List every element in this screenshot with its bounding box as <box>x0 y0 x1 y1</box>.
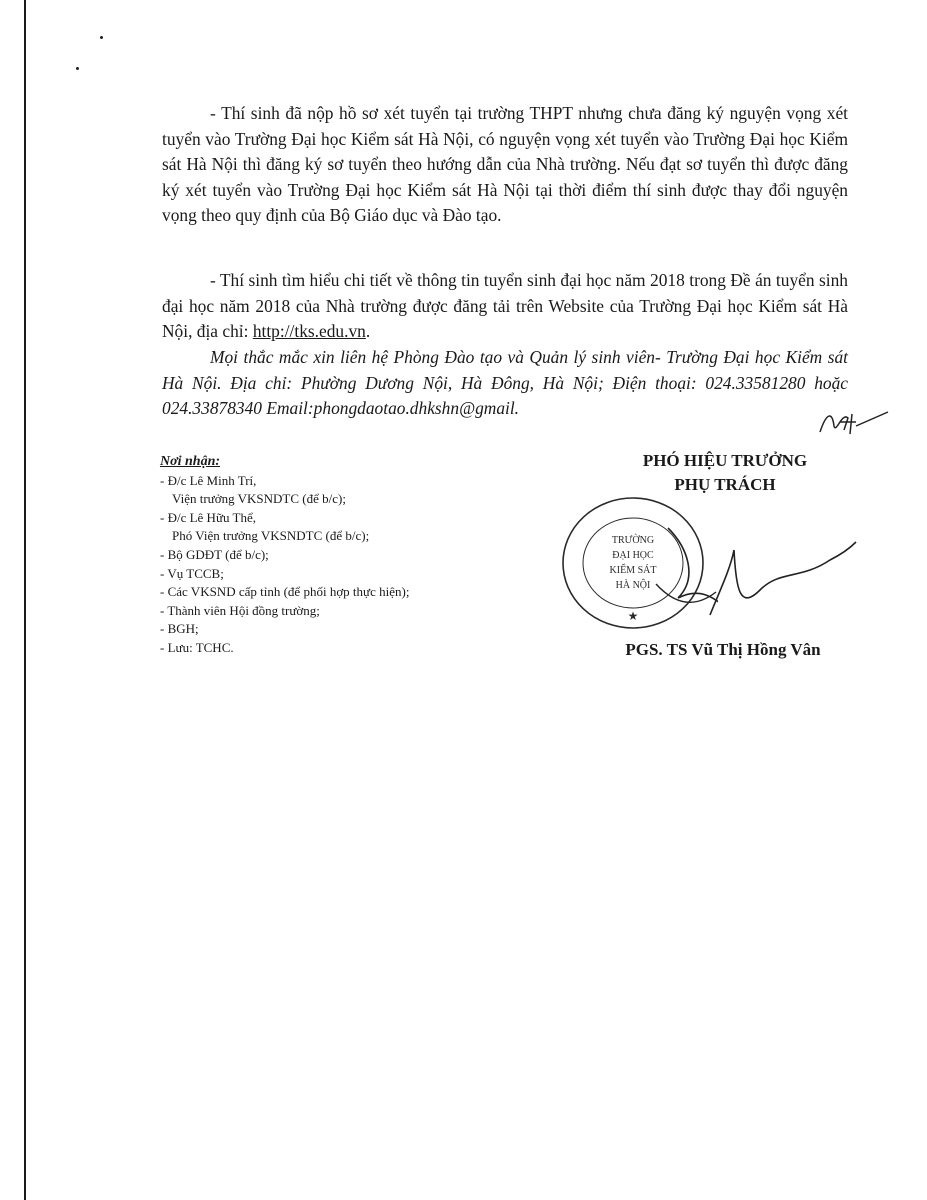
seal-text-line: HÀ NỘI <box>615 580 651 591</box>
body-paragraph-1 <box>162 101 848 229</box>
recipient-item: - Bộ GDĐT (để b/c); <box>160 546 269 562</box>
paragraph-text: - Thí sinh tìm hiểu chi tiết về thông tin tuyển sinh đại học năm 2018 trong Đề án tuyển sinh đại học năm 2018 của Nhà trường được đăng tải trên Website của Trường Đại học Kiểm sát Hà Nội, địa chỉ: <box>162 270 848 342</box>
recipients-title: Nơi nhận: <box>160 454 221 469</box>
website-link[interactable]: http://tks.edu.vn <box>252 321 366 342</box>
seal-text-line: KIỂM SÁT <box>609 565 657 576</box>
recipient-item: - Thành viên Hội đồng trường; <box>160 602 320 618</box>
paragraph-text: - Thí sinh đã nộp hồ sơ xét tuyển tại trường THPT nhưng chưa đăng ký nguyện vọng xét tuyển vào Trường Đại học Kiểm sát Hà Nội, có nguyện vọng xét tuyển vào Trường Đại học Kiểm sát Hà Nội thì đăng ký sơ tuyển theo hướng dẫn của Nhà trường. Nếu đạt sơ tuyển thì được đăng ký xét tuyển vào Trường Đại học Kiểm sát Hà Nội tại thời điểm thí sinh được thay đổi nguyện vọng theo quy định của Bộ Giáo dục và Đào tạo. <box>162 103 848 226</box>
recipients-block <box>160 453 409 658</box>
contact-text: Mọi thắc mắc xin liên hệ Phòng Đào tạo và Quản lý sinh viên- Trường Đại học Kiểm sát Hà Nội. Địa chỉ: Phường Dương Nội, Hà Đông, Hà Nội; Điện thoại: 024.33581280 hoặc 024.33878340 Email:phongdaotao.dhkshn@gmail. <box>162 347 848 419</box>
seal-text-line: TRƯỜNG <box>611 535 655 546</box>
contact-paragraph <box>162 345 848 422</box>
scan-speck <box>76 67 79 70</box>
signer-name: PGS. TS Vũ Thị Hồng Vân <box>625 640 821 659</box>
scan-speck <box>100 36 103 39</box>
recipient-item: - Vụ TCCB; <box>160 565 224 581</box>
recipient-item: - Lưu: TCHC. <box>160 639 234 655</box>
scan-border-line <box>24 0 26 1200</box>
recipient-item: - Đ/c Lê Minh Trí, <box>160 472 257 488</box>
svg-text:★: ★ <box>627 609 639 623</box>
recipient-item: Viện trưởng VKSNDTC (để b/c); <box>172 491 346 507</box>
signature-title-line1: PHÓ HIỆU TRƯỞNG <box>642 451 808 470</box>
recipient-item: - Các VKSND cấp tỉnh (để phối hợp thực hiện); <box>160 584 410 600</box>
official-seal <box>548 488 718 638</box>
body-paragraph-2 <box>162 268 848 345</box>
handwritten-signature <box>700 530 860 630</box>
period: . <box>365 321 371 342</box>
recipient-item: Phó Viện trưởng VKSNDTC (để b/c); <box>172 528 370 544</box>
recipient-item: - BGH; <box>160 621 199 637</box>
initials-scribble <box>812 404 892 440</box>
signature-title-line2: PHỤ TRÁCH <box>674 475 776 494</box>
seal-text-line: ĐẠI HỌC <box>612 550 654 561</box>
recipient-item: - Đ/c Lê Hữu Thể, <box>160 509 256 525</box>
